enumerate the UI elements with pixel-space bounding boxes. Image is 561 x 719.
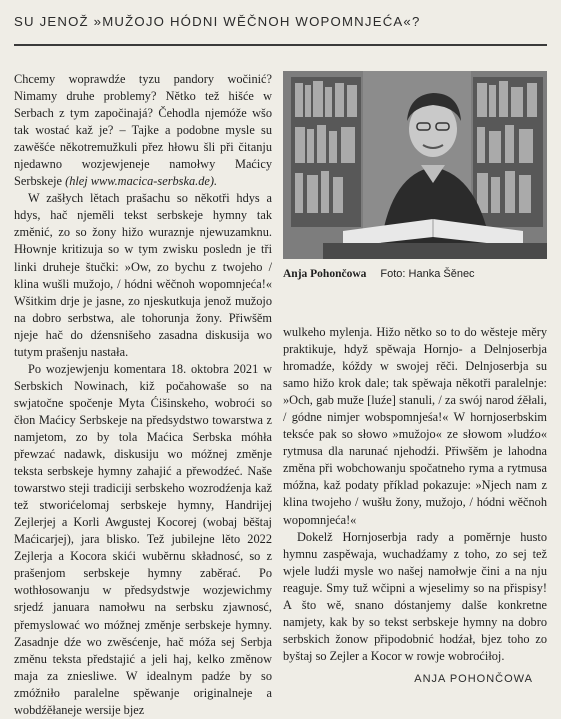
photo-caption — [283, 268, 475, 280]
paragraph-closing: Dokelž Hornjoserbja rady a poměrnje husto hymnu zaspěwaja, wuchadźamy z toho, zo sej tež wjele ludźi mysle wo našej namołwje čini a na nju reaguje. Smy tuž wčipni a wjeselimy so na přispisy! A što wě, snano dóstanjemy dalše konkretne namjety, kak by so tekst serbskeje hymny na dobro serbskich žonow připodobnić hodźał, bjez toho zo byštaj so Zejler a Kocor w rowje wobroćiłoj. — [283, 529, 547, 663]
maćica-link-reference: (hlej www.macica-serbska.de). — [65, 174, 218, 189]
author-photo — [283, 71, 547, 259]
author-photo-image — [283, 71, 547, 259]
caption-name: Anja Pohončowa — [283, 268, 367, 280]
paragraph-intro — [14, 71, 272, 190]
column-left — [14, 71, 272, 719]
paragraph-intro-text: Chcemy woprawdźe tyzu pandory wočinić? Nimamy druhe problemy? Nětko tež hišće w Serbach z tym započinajá? Čehodla njemóže wšo tak wostać kaž je? – Tajke a podobne mysle su zawěšće někotremužkuli přez hłowu šli při čitanju njedawno wozjewjeneje namołwy Maćicy Serbskeje — [14, 72, 272, 189]
paragraph-proposal: Po wozjewjenju komentara 18. oktobra 2021 w Serbskich Nowinach, kiž počahowaše so na swjatočne spočenje Myta Ćišinskeho, wobroći so čłon Maćicy Serbskeje na předsydstwo towarstwa z namjetom, zo by tola Maćica Serbska móhła přewzać nadawk, diskusiju wo móžnej změnje teksta serbskeje hymny zahajić a přewodźeć. Naše towarstwo steji tradiciji serbskeho wozrodźenja kaž tež stworićelomaj serbskeje hymny, Handrijej Zejlerjej a Korli Awgustej Kocorej (wobaj běštaj Maćicarjej), jara blisko. Tež jubilejne lěto 2022 Zejlerja a Kocora skići wuběrnu składnosć, so z prašenjom serbskeje hymny zaběrać. Po wothłosowanju w předsydstwje wozjewichmy srjedź januara namołwu na serbsku zjawnosć, přemyslować wo móžnej změnje serbskeje hymny. Zasadnje dźe wo zwěsćenje, hač móža sej Serbja změnu teksta předstajić a jeli haj, kelko změnow maja za zniesliwe. W idealnym padźe by so zmóžniło paralelne spěwanje originalneje a wobdźěłaneje wersije bjez — [14, 361, 272, 717]
title-divider — [14, 44, 547, 46]
caption-credit: Foto: Hanka Šěnec — [380, 268, 475, 280]
author-byline: ANJA POHONČOWA — [414, 673, 533, 685]
column-right — [283, 324, 547, 665]
paragraph-history: W zašłych lětach prašachu so někotři hdys a hdys, hač njeměli tekst serbskeje hymny tak změnić, zo so žony hižo wuraznje njewuzamknu. Hłownje kritizuja so w tym zwisku posledn je tři linki druheje štučki: »Ow, zo bychu z twojeho / klina wušli mužojo, / hódni wěčnoh wopomnjeća!« Wšitkim drje je jasne, zo njeskutkuja jenož mužojo na dobro serbstwa, ale tohorunja žony. Přiwšěm njeje hač do dźensnišeho zasadna diskusija wo tutym prašenju nastała. — [14, 191, 272, 359]
article-title: SU JENOŽ »MUŽOJO HÓDNI WĚČNOH WOPOMNJEĆA«? — [14, 14, 421, 29]
paragraph-continuation: wulkeho mylenja. Hižo nětko so to do wěsteje měry praktikuje, hdyž spěwaja Hornjo- a Delnjoserbja hromadźe, kóždy w swojej rěči. Delnjoserbja su samo hižo krok dale; tak spěwaja někotři paralelnje: »Och, gab muže [luźe] stanuli, / za swój narod źěłali, / gódne nimjer wobspomnjeśa!« W hornjoserbskim teksće pak so słowo »mužojo« ze słowom »ludźo« rytmusa dla narunać njehodźi. Přiwšěm je lahodna změna při wobchowanju spočatneho ryma a rytmusa móžna, kaž podaty příklad pokazuje: »Njech nam z klina twojeho / wušłu žony, mužojo, / hódni wěčnoh wopomnjeća!« — [283, 325, 547, 527]
